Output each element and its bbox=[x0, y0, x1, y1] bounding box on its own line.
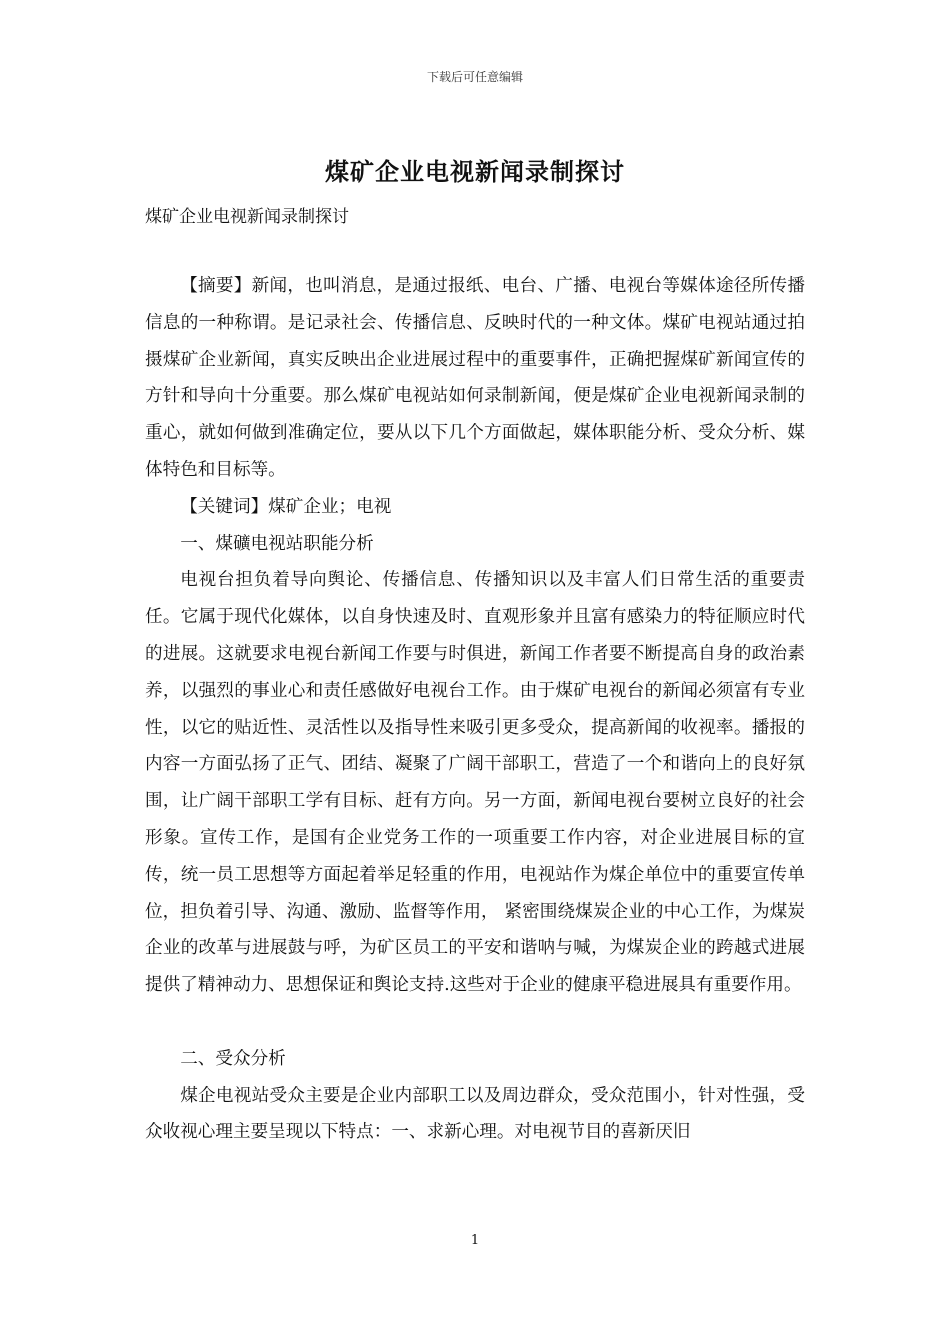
section-2-paragraph: 煤企电视站受众主要是企业内部职工以及周边群众，受众范围小，针对性强，受众收视心理主要呈现以下特点：一、求新心理。对电视节目的喜新厌旧 bbox=[145, 1085, 805, 1143]
page-header: 下载后可任意编辑 bbox=[426, 70, 523, 84]
keywords-line: 【关键词】煤矿企业；电视 bbox=[180, 496, 392, 517]
blank-line bbox=[145, 1004, 805, 1041]
document-body bbox=[145, 268, 805, 1151]
document-title: 煤矿企业电视新闻录制探讨 bbox=[325, 157, 625, 186]
page-number: 1 bbox=[470, 1233, 480, 1248]
section-1-paragraph: 电视台担负着导向舆论、传播信息、传播知识以及丰富人们日常生活的重要责任。它属于现代化媒体，以自身快速及时、直观形象并且富有感染力的特征顺应时代的进展。这就要求电视台新闻工作要与时俱进，新闻工作者要不断提高自身的政治素养，以强烈的事业心和责任感做好电视台工作。由于煤矿电视台的新闻必须富有专业性，以它的贴近性、灵活性以及指导性来吸引更多受众，提高新闻的收视率。播报的内容一方面弘扬了正气、团结、凝聚了广阔干部职工，营造了一个和谐向上的良好氛围，让广阔干部职工学有目标、赶有方向。另一方面，新闻电视台要树立良好的社会形象。宣传工作，是国有企业党务工作的一项重要工作内容，对企业进展目标的宣传，统一员工思想等方面起着举足轻重的作用，电视站作为煤企单位中的重要宣传单位，担负着引导、沟通、激励、监督等作用， 紧密围绕煤炭企业的中心工作，为煤炭企业的改革与进展鼓与呼，为矿区员工的平安和谐呐与喊，为煤炭企业的跨越式进展提供了精神动力、思想保证和舆论支持.这些对于企业的健康平稳进展具有重要作用。 bbox=[145, 570, 805, 996]
abstract-paragraph: 【摘要】新闻，也叫消息，是通过报纸、电台、广播、电视台等媒体途径所传播信息的一种称谓。是记录社会、传播信息、反映时代的一种文体。煤矿电视站通过拍摄煤矿企业新闻，真实反映出企业进展过程中的重要事件，正确把握煤矿新闻宣传的方针和导向十分重要。那么煤矿电视站如何录制新闻，便是煤矿企业电视新闻录制的重心，就如何做到准确定位，要从以下几个方面做起，媒体职能分析、受众分析、媒体特色和目标等。 bbox=[145, 276, 805, 480]
section-1-heading: 一、煤礦电视站职能分析 bbox=[180, 533, 374, 554]
document-subtitle: 煤矿企业电视新闻录制探讨 bbox=[145, 207, 349, 227]
section-2-heading: 二、受众分析 bbox=[180, 1048, 286, 1069]
